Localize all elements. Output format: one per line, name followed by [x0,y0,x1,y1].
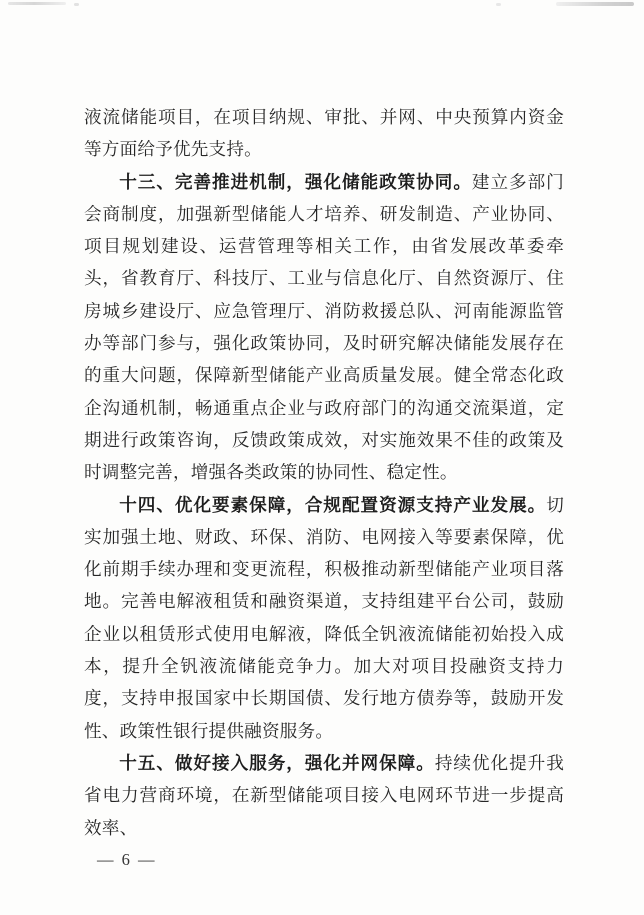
paragraph-text: 持续优化提升我省电力营商环境，在新型储能项目接入电网环节进一步提高效率、 [84,752,565,838]
paragraph-text: 建立多部门会商制度，加强新型储能人才培养、研发制造、产业协同、项目规划建设、运营管理等相关工作，由省发展改革委牵头，省教育厅、科技厅、工业与信息化厅、自然资源厅、住房城乡建设厅、应急管理厅、消防救援总队、河南能源监管办等部门参与，强化政策协同，及时研究解决储能发展存在的重大问题，保障新型储能产业高质量发展。健全常态化政企沟通机制，畅通重点企业与政府部门的沟通交流渠道，定期进行政策咨询，反馈政策成效，对实施效果不佳的政策及时调整完善，增强各类政策的协同性、稳定性。 [84,171,564,483]
paragraph-item-15 [84,747,564,844]
paragraph-item-13 [84,166,564,489]
section-heading-13: 十三、完善推进机制，强化储能政策协同。 [119,171,472,192]
paragraph-item-14 [84,489,564,747]
section-heading-15: 十五、做好接入服务，强化并网保障。 [119,752,435,773]
section-heading-14: 十四、优化要素保障，合规配置资源支持产业发展。 [119,494,547,515]
paragraph-continuation [84,101,564,166]
paragraph-text: 切实加强土地、财政、环保、消防、电网接入等要素保障，优化前期手续办理和变更流程，积极推动新型储能产业项目落地。完善电解液租赁和融资渠道，支持组建平台公司，鼓励企业以租赁形式使用电解液，降低全钒液流储能初始投入成本，提升全钒液流储能竞争力。加大对项目投融资支持力度，支持申报国家中长期国债、发行地方债券等，鼓励开发性、政策性银行提供融资服务。 [84,494,564,741]
page-number: — 6 — [97,849,157,869]
scan-artifact [556,2,634,6]
scan-artifact [8,2,66,5]
text-block [84,101,564,870]
scan-artifact [496,3,501,6]
paragraph-text: 液流储能项目，在项目纳规、审批、并网、中央预算内资金等方面给予优先支持。 [84,107,564,160]
scan-artifact [74,3,79,6]
